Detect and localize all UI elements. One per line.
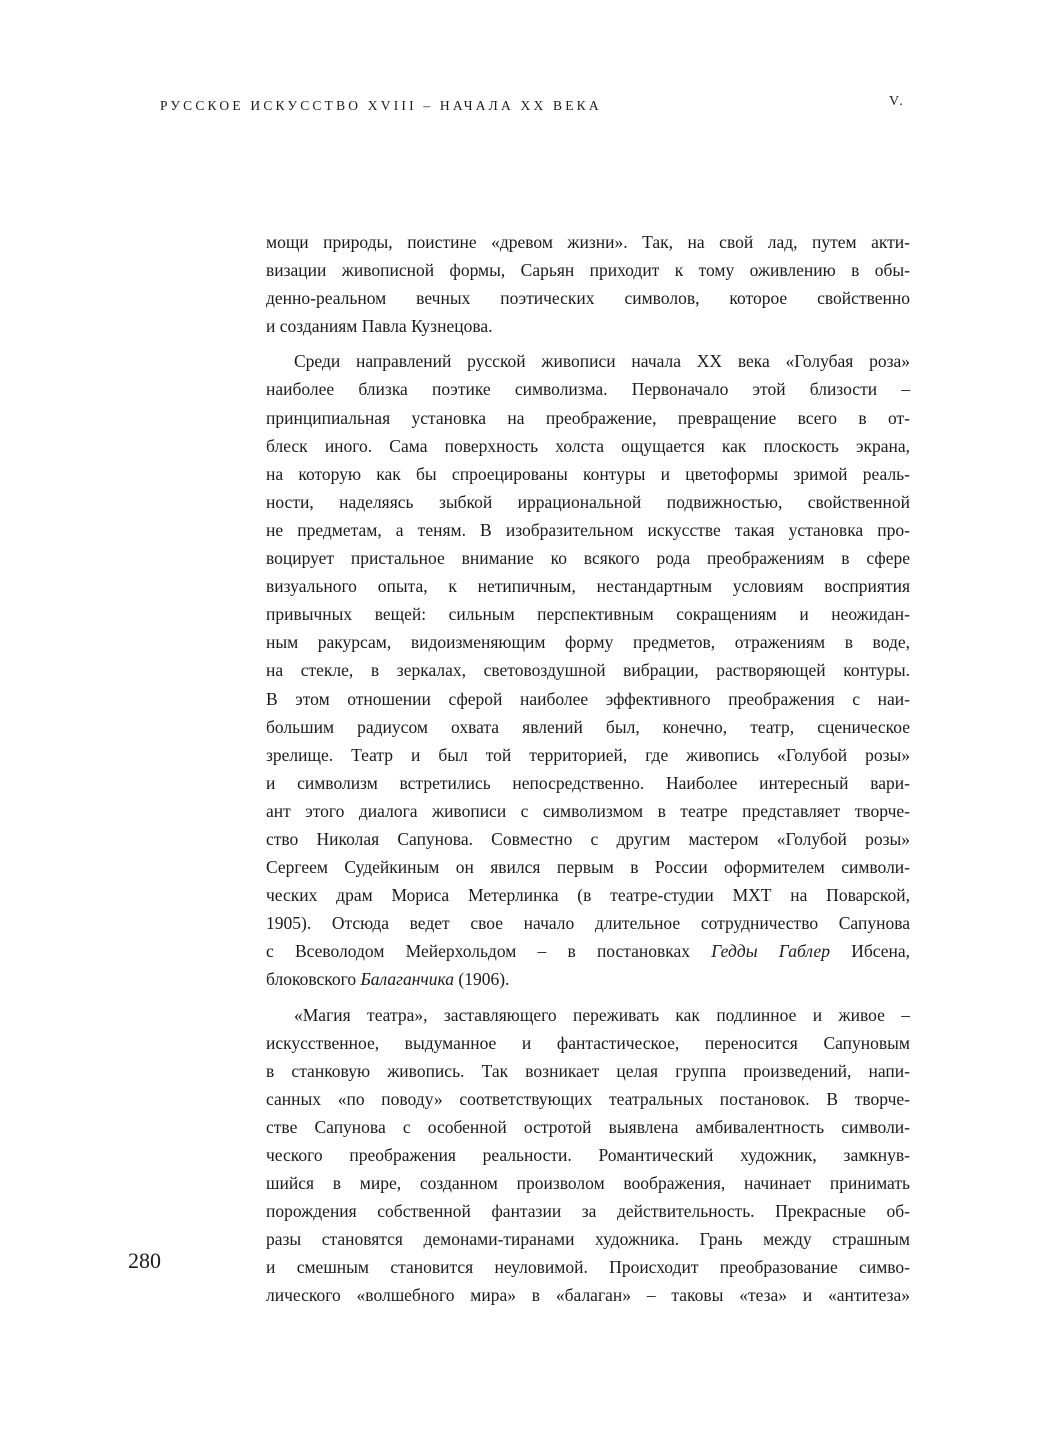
chapter-number: V.	[889, 94, 905, 109]
text-line: ческого преображения реальности. Романтический художник, замкнув-	[266, 1145, 910, 1165]
text-line: стве Сапунова с особенной остротой выявлена амбивалентность символи-	[266, 1116, 910, 1137]
text-line: наиболее близка поэтике символизма. Первоначало этой близости –	[266, 379, 910, 400]
text-line: ности, наделяясь зыбкой иррациональной подвижностью, свойственной	[266, 491, 910, 512]
text-line: ство Николая Сапунова. Совместно с другим мастером «Голубой розы»	[266, 828, 910, 849]
text-line: ческих драм Мориса Метерлинка (в театре-студии МХТ на Поварской,	[266, 885, 910, 906]
text-line: зрелище. Театр и был той территорией, где живопись «Голубой розы»	[266, 744, 910, 765]
text-line: 1905). Отсюда ведет свое начало длительное сотрудничество Сапунова	[266, 913, 910, 934]
text-line: Среди направлений русской живописи начала XX века «Голубая роза»	[294, 351, 910, 372]
text-line: и символизм встретились непосредственно. Наиболее интересный вари-	[266, 772, 910, 793]
text-line: не предметам, а теням. В изобразительном искусстве такая установка про-	[266, 519, 910, 540]
text-line: санных «по поводу» соответствующих театральных постановок. В творче-	[266, 1088, 910, 1109]
text-line: визуального опыта, к нетипичным, нестандартным условиям восприятия	[266, 576, 910, 597]
text-line: Сергеем Судейкиным он явился первым в России оформителем символи-	[266, 857, 910, 878]
text-line: порождения собственной фантазии за действительность. Прекрасные об-	[266, 1201, 910, 1222]
text-line: блоковского Балаганчика (1906).	[266, 969, 510, 990]
italic-title: Гедды Габлер	[711, 941, 830, 962]
text-line: принципиальная установка на преображение, превращение всего в от-	[266, 407, 910, 428]
text-line: мощи природы, поистине «древом жизни». Так, на свой лад, путем акти-	[266, 232, 910, 252]
text-line: визации живописной формы, Сарьян приходит к тому оживлению в обы-	[266, 260, 910, 281]
text-line: денно-реальном вечных поэтических символов, которое свойственно	[266, 288, 910, 309]
running-head: РУССКОЕ ИСКУССТВО XVIII – НАЧАЛА XX ВЕКА	[160, 98, 602, 113]
text-line: с Всеволодом Мейерхольдом – в постановках Гедды Габлер Ибсена,	[266, 941, 910, 962]
text-line: шийся в мире, созданном произволом воображения, начинает принимать	[266, 1173, 910, 1194]
paragraph-2	[266, 347, 910, 993]
text-line: и смешным становится неуловимой. Происходит преобразование симво-	[266, 1257, 910, 1278]
paragraph-3	[266, 1001, 910, 1310]
paragraph-1	[266, 228, 910, 340]
text-line: искусственное, выдуманное и фантастическое, переносится Сапуновым	[266, 1032, 910, 1053]
text-line: ным ракурсам, видоизменяющим форму предметов, отражениям в воде,	[266, 632, 910, 653]
text-block	[266, 228, 910, 1310]
text-line: лического «волшебного мира» в «балаган» – таковы «теза» и «антитеза»	[266, 1285, 910, 1306]
text-line: блеск иного. Сама поверхность холста ощущается как плоскость экрана,	[266, 435, 910, 456]
text-line: ант этого диалога живописи с символизмом в театре представляет творче-	[266, 800, 910, 821]
text-line: В этом отношении сферой наиболее эффективного преображения с наи-	[266, 688, 910, 709]
text-line: «Магия театра», заставляющего переживать как подлинное и живое –	[294, 1004, 910, 1025]
text-line: и созданиям Павла Кузнецова.	[266, 316, 493, 337]
text-line: разы становятся демонами-тиранами художника. Грань между страшным	[266, 1229, 910, 1250]
text-line: на стекле, в зеркалах, световоздушной вибрации, растворяющей контуры.	[266, 660, 910, 681]
page-number: 280	[128, 1248, 161, 1273]
text-line: в станковую живопись. Так возникает целая группа произведений, напи-	[266, 1060, 910, 1081]
text-line: большим радиусом охвата явлений был, конечно, театр, сценическое	[266, 716, 910, 737]
italic-title: Балаганчика	[360, 969, 455, 990]
text-line: на которую как бы спроецированы контуры и цветоформы зримой реаль-	[266, 463, 910, 484]
text-line: привычных вещей: сильным перспективным сокращениям и неожидан-	[266, 604, 910, 625]
text-line: воцирует пристальное внимание ко всякого рода преображениям в сфере	[266, 548, 910, 569]
